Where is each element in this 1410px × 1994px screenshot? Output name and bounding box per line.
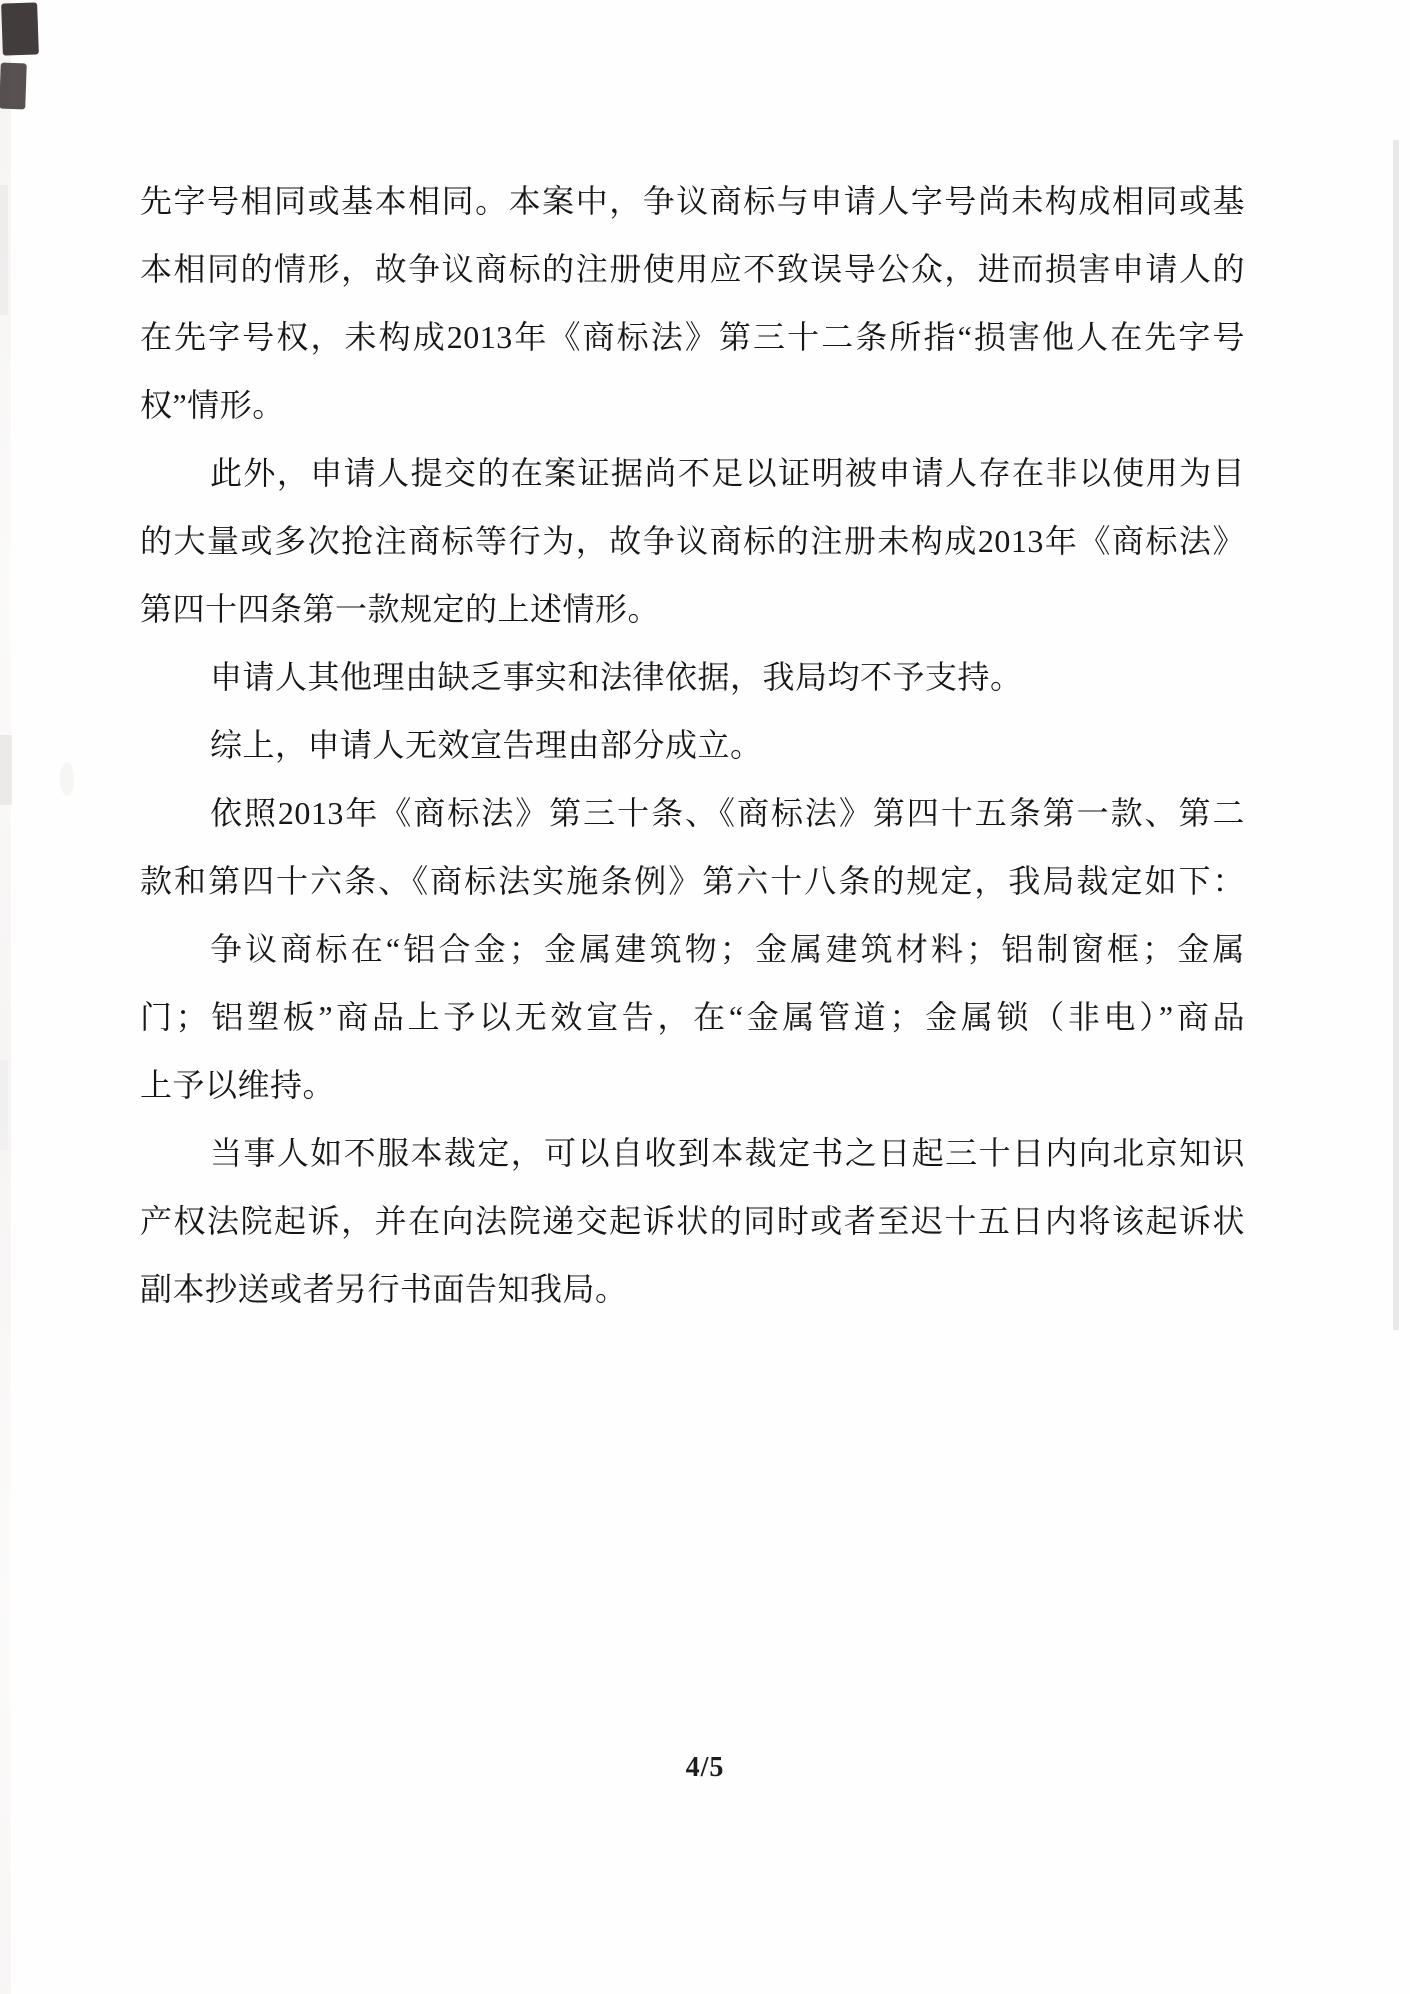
text-line: 产权法院起诉，并在向法院递交起诉状的同时或者至迟十五日内将该起诉状	[140, 1203, 1245, 1239]
scan-smudge	[0, 735, 12, 805]
text-line: 第四十四条第一款规定的上述情形。	[140, 591, 661, 627]
text-line: 依照2013年《商标法》第三十条、《商标法》第四十五条第一款、第二	[210, 795, 1245, 831]
document-body	[140, 167, 1245, 1323]
text-line: 在先字号权，未构成2013年《商标法》第三十二条所指“损害他人在先字号	[140, 319, 1245, 355]
page-number: 4/5	[685, 1752, 725, 1783]
scan-smudge	[60, 762, 74, 796]
text-line: 争议商标在“铝合金；金属建筑物；金属建筑材料；铝制窗框；金属	[210, 931, 1245, 967]
text-line: 款和第四十六条、《商标法实施条例》第六十八条的规定，我局裁定如下：	[140, 863, 1245, 899]
scan-smudge	[0, 1060, 8, 1150]
text-line: 门；铝塑板”商品上予以无效宣告，在“金属管道；金属锁（非电）”商品	[140, 999, 1245, 1035]
text-line: 当事人如不服本裁定，可以自收到本裁定书之日起三十日内向北京知识	[210, 1135, 1245, 1171]
text-line: 上予以维持。	[140, 1067, 336, 1103]
text-line: 申请人其他理由缺乏事实和法律依据，我局均不予支持。	[210, 659, 1023, 695]
scan-artifact-mark-bottom	[0, 63, 27, 110]
text-line: 本相同的情形，故争议商标的注册使用应不致误导公众，进而损害申请人的	[140, 251, 1245, 287]
text-line: 综上，申请人无效宣告理由部分成立。	[210, 727, 763, 763]
text-line: 先字号相同或基本相同。本案中，争议商标与申请人字号尚未构成相同或基	[140, 183, 1245, 219]
text-line: 权”情形。	[140, 387, 285, 423]
scan-artifact-mark-top	[1, 2, 39, 55]
scan-edge-line-right	[1393, 140, 1399, 1330]
text-line: 此外，申请人提交的在案证据尚不足以证明被申请人存在非以使用为目	[210, 455, 1245, 491]
text-line: 的大量或多次抢注商标等行为，故争议商标的注册未构成2013年《商标法》	[140, 523, 1245, 559]
text-line: 副本抄送或者另行书面告知我局。	[140, 1271, 628, 1307]
scan-smudge	[0, 185, 8, 315]
